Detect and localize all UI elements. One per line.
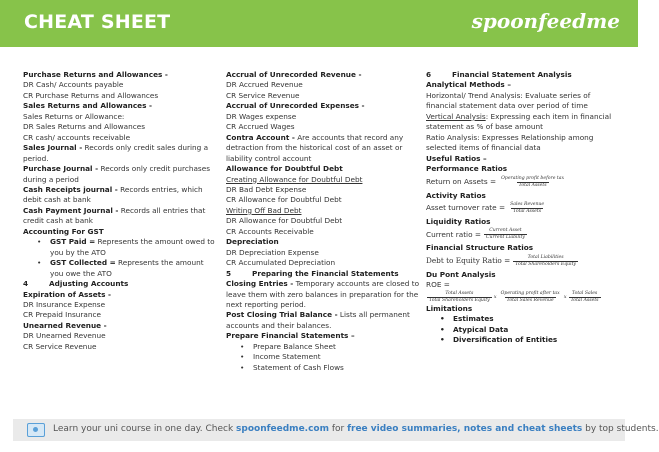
pfs-item xyxy=(226,352,422,362)
current-ratio-fraction xyxy=(484,228,527,241)
roe-fraction-1 xyxy=(427,291,492,304)
section-5-heading xyxy=(226,269,422,279)
debt-equity-fraction xyxy=(513,255,578,268)
section-5-number: 5 xyxy=(226,268,232,278)
header-bar xyxy=(0,0,638,47)
gst-heading: Accounting For GST xyxy=(23,226,104,236)
column-1 xyxy=(23,70,219,352)
bullet-icon: • xyxy=(240,341,245,351)
sales-journal-text: Records only credit sales during a period. xyxy=(23,143,209,163)
column-3 xyxy=(426,70,622,346)
closing-entries-text: Temporary accounts are closed to leave them with zero balances in preparation for the next reporting period. xyxy=(226,279,420,309)
pra-credit: CR Purchase Returns and Allowances xyxy=(23,90,159,100)
vertical-analysis-text: : Expressing each item in financial statement as % of base amount xyxy=(426,111,612,132)
gst-collected-item xyxy=(23,258,219,279)
post-closing-trial-balance xyxy=(226,310,422,331)
limitation-text: Estimates xyxy=(453,314,494,324)
adb-credit: CR Allowance for Doubtful Debt xyxy=(226,195,342,205)
roe-label: ROE = xyxy=(426,280,450,290)
footer-text-1: Learn your uni course in one day. Check xyxy=(53,424,237,434)
section-6-number: 6 xyxy=(426,70,432,79)
bullet-icon: • xyxy=(37,237,42,247)
roa-numerator: Operating profit before tax xyxy=(501,175,565,181)
bullet-icon: • xyxy=(440,314,445,324)
pfs-item-text: Prepare Balance Sheet xyxy=(253,341,336,351)
current-ratio-numerator: Current Asset xyxy=(489,228,522,234)
pfs-item xyxy=(226,363,422,373)
page-title: CHEAT SHEET xyxy=(24,11,171,33)
writeoff-debit: DR Allowance for Doubtful Debt xyxy=(226,216,343,226)
roa-formula xyxy=(426,176,622,189)
activity-ratios-heading: Activity Ratios xyxy=(426,190,486,200)
limitation-item xyxy=(426,335,622,345)
roe-fraction-3 xyxy=(569,291,601,304)
cash-receipts-label: Cash Receipts journal - xyxy=(23,184,118,194)
sra-desc: Sales Returns or Allowance: xyxy=(23,111,125,121)
footer-text-5: by top students. xyxy=(582,424,659,434)
sales-journal xyxy=(23,143,219,164)
financial-structure-heading: Financial Structure Ratios xyxy=(426,243,534,253)
section-5-title: Preparing the Financial Statements xyxy=(252,268,399,278)
cash-receipts-journal xyxy=(23,185,219,206)
atr-fraction xyxy=(508,202,546,215)
closing-entries-label: Closing Entries - xyxy=(226,279,294,289)
aur-heading: Accrual of Unrecorded Revenue - xyxy=(226,70,362,79)
section-6-title: Financial Statement Analysis xyxy=(452,70,572,79)
roa-label: Return on Assets = xyxy=(426,176,497,186)
adb-heading: Allowance for Doubtful Debt xyxy=(226,164,343,174)
vertical-analysis-label: Vertical Analysis xyxy=(426,111,486,121)
expiration-debit: DR Insurance Expense xyxy=(23,299,106,309)
roa-fraction xyxy=(499,176,566,189)
sra-debit: DR Sales Returns and Allowances xyxy=(23,122,146,132)
aue-heading: Accrual of Unrecorded Expenses - xyxy=(226,101,365,111)
limitations-heading: Limitations xyxy=(426,303,473,313)
expiration-heading: Expiration of Assets - xyxy=(23,289,112,299)
roa-denominator: Total Assets xyxy=(518,182,547,188)
footer-text xyxy=(53,424,659,434)
roe-formula xyxy=(426,291,622,304)
unearned-debit: DR Unearned Revenue xyxy=(23,331,106,341)
useful-ratios-heading: Useful Ratios – xyxy=(426,153,487,163)
pfs-heading: Prepare Financial Statements – xyxy=(226,331,355,341)
contra-account-label: Contra Account - xyxy=(226,132,295,142)
pfs-item-text: Income Statement xyxy=(253,352,321,362)
writeoff-subheading: Writing Off Bad Debt xyxy=(226,205,302,215)
debt-equity-denominator: Total Shareholders Equity xyxy=(515,261,577,267)
gst-paid-text: Represents the amount owed to you by the ATO xyxy=(50,237,215,257)
atr-label: Asset turnover rate = xyxy=(426,203,506,213)
bullet-icon: • xyxy=(440,324,445,334)
purchase-journal xyxy=(23,164,219,185)
limitation-item xyxy=(426,325,622,335)
pfs-item-text: Statement of Cash Flows xyxy=(253,362,344,372)
analytical-methods-heading: Analytical Methods – xyxy=(426,80,511,90)
ratio-analysis: Ratio Analysis: Expresses Relationship among selected items of financial data xyxy=(426,132,594,153)
liquidity-ratios-heading: Liquidity Ratios xyxy=(426,216,491,226)
depreciation-debit: DR Depreciation Expense xyxy=(226,247,319,257)
bullet-icon: • xyxy=(37,258,42,268)
atr-denominator: Total Assets xyxy=(513,208,542,214)
aue-credit: CR Accrued Wages xyxy=(226,122,295,132)
times-sign: x xyxy=(493,294,497,301)
purchase-journal-text: Records only credit purchases during a period xyxy=(23,164,211,184)
gst-collected-text: Represents the amount you owe the ATO xyxy=(50,258,204,278)
column-2 xyxy=(226,70,422,373)
bullet-icon: • xyxy=(240,352,245,362)
limitation-text: Atypical Data xyxy=(453,324,509,334)
adb-debit: DR Bad Debt Expense xyxy=(226,184,307,194)
roe-f2-denominator: Total Sales Revenue xyxy=(506,297,554,303)
writeoff-credit: CR Accounts Receivable xyxy=(226,226,314,236)
current-ratio-label: Current ratio = xyxy=(426,229,481,239)
pctb-text: Lists all permanent accounts and their balances. xyxy=(226,310,410,330)
bullet-icon: • xyxy=(240,362,245,372)
unearned-heading: Unearned Revenue - xyxy=(23,320,107,330)
pctb-label: Post Closing Trial Balance - xyxy=(226,310,338,320)
current-ratio-formula xyxy=(426,228,622,241)
times-sign: x xyxy=(563,294,567,301)
roe-f1-denominator: Total Shareholders Equity xyxy=(429,297,490,303)
debt-equity-numerator: Total Liabilities xyxy=(527,254,564,260)
sra-heading: Sales Returns and Allowances - xyxy=(23,101,153,111)
contra-account xyxy=(226,133,422,164)
footer-banner[interactable] xyxy=(13,419,659,441)
section-4-heading xyxy=(23,279,219,289)
aue-debit: DR Wages expense xyxy=(226,111,297,121)
section-6-heading xyxy=(426,70,622,80)
footer-highlight: free video summaries, notes and cheat sheets xyxy=(347,424,583,434)
contra-account-text: Are accounts that record any detraction from the historical cost of an asset or liability control account xyxy=(226,132,404,163)
atr-formula xyxy=(426,202,622,215)
aur-credit: CR Service Revenue xyxy=(226,90,300,100)
vertical-analysis xyxy=(426,112,622,133)
roe-f3-denominator: Total Assets xyxy=(570,297,599,303)
depreciation-heading: Depreciation xyxy=(226,237,279,247)
debt-equity-formula xyxy=(426,255,622,268)
purchase-journal-label: Purchase Journal - xyxy=(23,164,99,174)
brand-logo[interactable]: spoonfeedme xyxy=(471,9,620,33)
adb-subheading: Creating Allowance for Doubtful Debt xyxy=(226,174,363,184)
roe-f1-numerator: Total Assets xyxy=(445,290,474,296)
section-4-title: Adjusting Accounts xyxy=(49,279,129,289)
cash-payment-text: Records all entries that credit cash at bank xyxy=(23,205,206,226)
cash-receipts-text: Records entries, which debit cash at bank xyxy=(23,184,203,205)
gst-paid-item xyxy=(23,237,219,258)
gst-paid-label: GST Paid = xyxy=(50,237,96,247)
footer-link[interactable]: spoonfeedme.com xyxy=(236,424,329,434)
aur-debit: DR Accrued Revenue xyxy=(226,80,303,90)
roe-f2-numerator: Operating profit after tax xyxy=(500,290,560,296)
pra-heading: Purchase Returns and Allowances - xyxy=(23,70,168,79)
expiration-credit: CR Prepaid Insurance xyxy=(23,310,101,320)
limitation-text: Diversification of Entities xyxy=(453,335,558,345)
depreciation-credit: CR Accumulated Depreciation xyxy=(226,258,336,268)
pfs-item xyxy=(226,342,422,352)
performance-ratios-heading: Performance Ratios xyxy=(426,164,508,174)
gst-collected-label: GST Collected = xyxy=(50,258,116,268)
video-icon xyxy=(27,423,45,437)
sra-credit: CR cash/ accounts receivable xyxy=(23,132,131,142)
cash-payment-journal xyxy=(23,206,219,227)
roe-fraction-2 xyxy=(499,291,562,304)
limitation-item xyxy=(426,314,622,324)
closing-entries xyxy=(226,279,422,310)
atr-numerator: Sales Revenue xyxy=(510,201,545,207)
unearned-credit: CR Service Revenue xyxy=(23,341,97,351)
section-4-number: 4 xyxy=(23,279,29,289)
debt-equity-label: Debt to Equity Ratio = xyxy=(426,256,511,266)
dupont-heading: Du Pont Analysis xyxy=(426,269,496,279)
bullet-icon: • xyxy=(440,335,445,345)
pra-debit: DR Cash/ Accounts payable xyxy=(23,80,124,90)
sales-journal-label: Sales Journal - xyxy=(23,143,83,153)
cash-payment-label: Cash Payment Journal - xyxy=(23,205,119,215)
roe-f3-numerator: Total Sales xyxy=(571,290,598,296)
footer-text-3: for xyxy=(328,424,348,434)
horizontal-analysis: Horizontal/ Trend Analysis: Evaluate series of financial statement data over period of time xyxy=(426,90,591,111)
current-ratio-denominator: Current Liability xyxy=(485,235,525,241)
